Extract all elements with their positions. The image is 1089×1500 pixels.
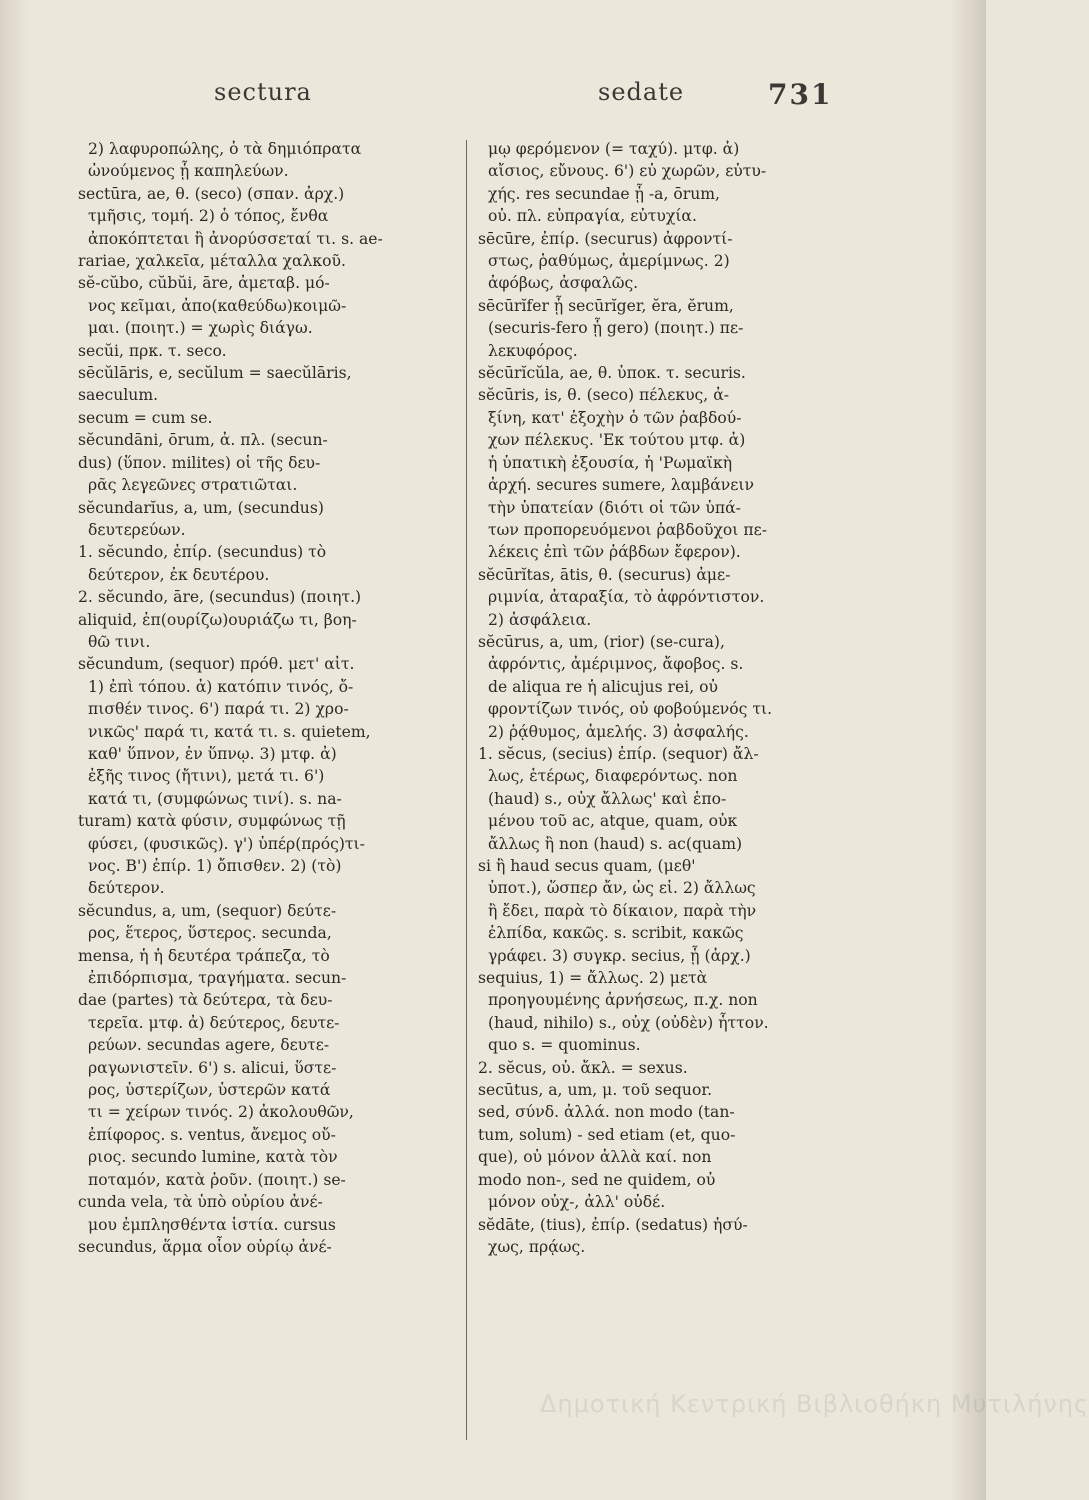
text-line: 2. sĕcundo, āre, (secundus) (ποιητ.) (78, 588, 362, 607)
text-line: cunda vela, τὰ ὑπὸ οὐρίου ἀνέ- (78, 1193, 323, 1212)
text-line: ρος, ἕτερος, ὕστερος. secunda, (88, 924, 332, 943)
text-line: sĕcundus, a, um, (sequor) δεύτε- (78, 901, 337, 920)
text-line: ὠνούμενος ᾗ καπηλεύων. (88, 162, 289, 181)
text-line: sĕcūrus, a, um, (rior) (se-cura), (478, 632, 725, 651)
text-line: τι = χείρων τινός. 2) ἀκολουθῶν, (88, 1103, 354, 1122)
text-line: sed, σύνδ. ἀλλά. non modo (tan- (478, 1103, 735, 1122)
text-line: ἀρχή. secures sumere, λαμβάνειν (488, 476, 754, 495)
text-line: sĕcundarĭus, a, um, (secundus) (78, 498, 324, 517)
text-line: μόνον οὐχ-, ἀλλ' οὐδέ. (488, 1193, 666, 1212)
text-line: ρεύων. secundas agere, δευτε- (88, 1036, 330, 1055)
page-number: 731 (768, 78, 833, 111)
text-line: (haud, nihilo) s., οὐχ (οὐδὲν) ἧττον. (488, 1013, 769, 1032)
text-line: rariae, χαλκεῖα, μέταλλα χαλκοῦ. (78, 252, 346, 271)
text-line: sectūra, ae, θ. (seco) (σπαν. ἀρχ.) (78, 184, 345, 203)
text-line: μου ἐμπλησθέντα ἱστία. cursus (88, 1215, 336, 1234)
text-line: 1. sĕcundo, ἐπίρ. (secundus) τὸ (78, 543, 327, 562)
text-line: ρᾶς λεγεῶνες στρατιῶται. (88, 476, 298, 495)
text-line: χως, πρᾴως. (488, 1237, 586, 1256)
library-watermark: Δημοτική Κεντρική Βιβλιοθήκη Μυτιλήνης (540, 1390, 1089, 1418)
text-line: modo non-, sed ne quidem, οὐ (478, 1170, 716, 1189)
text-line: 2) ῥᾴθυμος, ἀμελής. 3) ἀσφαλής. (488, 722, 749, 741)
page-header (0, 78, 986, 118)
left-column (78, 138, 456, 1258)
text-line: ἐλπίδα, κακῶς. s. scribit, κακῶς (488, 924, 744, 943)
text-line: tum, solum) - sed etiam (et, quo- (478, 1125, 736, 1144)
text-line: turam) κατὰ φύσιν, συμφώνως τῇ (78, 812, 346, 831)
text-line: ἀφόβως, ἀσφαλῶς. (488, 274, 639, 293)
text-line: sēcūrĭfer ᾗ secūrĭger, ĕra, ĕrum, (478, 296, 734, 315)
text-line: λέκεις ἐπὶ τῶν ῥάβδων ἔφερον). (488, 543, 741, 562)
text-line: 1) ἐπὶ τόπου. ἀ) κατόπιν τινός, ὄ- (88, 677, 354, 696)
text-line: 2) λαφυροπώλης, ὁ τὰ δημιόπρατα (88, 140, 362, 158)
text-line: aliquid, ἐπ(ουρίζω)ουριάζω τι, βοη- (78, 610, 357, 629)
text-line: ἐπιδόρπισμα, τραγήματα. secun- (88, 969, 347, 988)
text-line: ἀφρόντις, ἀμέριμνος, ἄφοβος. s. (488, 655, 744, 674)
text-line: ἡ ὑπατικὴ ἐξουσία, ἡ 'Ρωμαϊκὴ (488, 453, 733, 472)
text-line: γράφει. 3) συγκρ. secius, ᾗ (ἀρχ.) (488, 946, 751, 965)
text-line: que), οὐ μόνον ἀλλὰ καί. non (478, 1148, 712, 1167)
text-line: ραγωνιστεῖν. 6') s. alicui, ὕστε- (88, 1058, 337, 1077)
text-line: δεύτερον, ἐκ δευτέρου. (88, 565, 270, 584)
text-line: ριμνία, ἀταραξία, τὸ ἀφρόντιστον. (488, 588, 765, 607)
text-line: ὑποτ.), ὥσπερ ἄν, ὡς εἰ. 2) ἄλλως (488, 879, 756, 898)
text-line: ἢ ἔδει, παρὰ τὸ δίκαιον, παρὰ τὴν (488, 901, 757, 920)
text-line: στως, ῥαθύμως, ἀμερίμνως. 2) (488, 252, 730, 271)
text-line: si ἢ haud secus quam, (μεθ' (478, 857, 696, 875)
text-line: mensa, ἡ ἡ δευτέρα τράπεζα, τὸ (78, 946, 330, 965)
text-line: οὐ. πλ. εὐπραγία, εὐτυχία. (488, 207, 697, 226)
text-line: χής. res secundae ᾗ -a, ōrum, (488, 184, 721, 203)
text-line: τερεῖα. μτφ. ἀ) δεύτερος, δευτε- (88, 1013, 340, 1032)
text-line: ποταμόν, κατὰ ῥοῦν. (ποιητ.) se- (88, 1170, 346, 1189)
text-line: προηγουμένης ἀρνήσεως, π.χ. non (488, 991, 758, 1010)
text-line: καθ' ὕπνον, ἐν ὕπνῳ. 3) μτφ. ἀ) (88, 744, 337, 763)
text-line: ἀποκόπτεται ἢ ἀνορύσσεταί τι. s. ae- (88, 229, 383, 248)
text-line: λεκυφόρος. (488, 341, 578, 360)
text-line: ξίνη, κατ' ἐξοχὴν ὁ τῶν ῥαβδού- (488, 408, 742, 427)
text-line: μαι. (ποιητ.) = χωρὶς διάγω. (88, 319, 313, 338)
text-line: φροντίζων τινός, οὐ φοβούμενός τι. (488, 700, 773, 719)
text-line: (securis-fero ᾗ gero) (ποιητ.) πε- (488, 319, 744, 338)
text-line: των προπορευόμενοι ῥαβδοῦχοι πε- (488, 520, 767, 539)
text-line: saeculum. (78, 386, 159, 405)
text-line: secum = cum se. (78, 408, 213, 427)
text-line: sĕcundum, (sequor) πρόθ. μετ' αἰτ. (78, 655, 355, 674)
text-line: de aliqua re ἡ alicujus rei, οὐ (488, 677, 718, 696)
text-line: χων πέλεκυς. 'Εκ τούτου μτφ. ἀ) (488, 431, 746, 450)
text-line: sēcūre, ἐπίρ. (securus) ἀφροντί- (478, 229, 733, 248)
text-line: δεύτερον. (88, 879, 165, 898)
text-line: sequius, 1) = ἄλλως. 2) μετὰ (478, 969, 708, 988)
text-line: τὴν ὑπατείαν (διότι οἱ τῶν ὑπά- (488, 498, 741, 517)
text-line: sĕ-cŭbo, cŭbŭi, āre, ἀμεταβ. μό- (78, 274, 330, 293)
text-line: sĕcundāni, ōrum, ἀ. πλ. (secun- (78, 431, 328, 450)
text-line: νος. Β') ἐπίρ. 1) ὄπισθεν. 2) (τὸ) (88, 857, 342, 875)
text-line: φύσει, (φυσικῶς). γ') ὑπέρ(πρός)τι- (88, 834, 365, 853)
text-line: κατά τι, (συμφώνως τινί). s. na- (88, 789, 342, 808)
text-line: ριος. secundo lumine, κατὰ τὸν (88, 1148, 338, 1167)
text-line: sĕcūrĭtas, ātis, θ. (securus) ἀμε- (478, 565, 731, 584)
text-line: μῳ φερόμενον (= ταχύ). μτφ. ἀ) (488, 140, 740, 158)
text-line: νος κεῖμαι, ἀπο(καθεύδω)κοιμῶ- (88, 296, 347, 315)
text-line: ἐπίφορος. s. ventus, ἄνεμος οὔ- (88, 1125, 336, 1144)
guide-word-right: sedate (598, 78, 685, 106)
text-line: 1. sĕcus, (secius) ἐπίρ. (sequor) ἄλ- (478, 744, 759, 763)
column-divider (466, 140, 467, 1440)
text-line: αἴσιος, εὔνους. 6') εὐ χωρῶν, εὐτυ- (488, 162, 767, 181)
right-column (478, 138, 856, 1258)
text-line: λως, ἑτέρως, διαφερόντως. non (488, 767, 738, 786)
guide-word-left: sectura (214, 78, 312, 106)
text-line: 2. sĕcus, οὐ. ἄκλ. = sexus. (478, 1058, 688, 1077)
text-line: μένου τοῦ ac, atque, quam, οὐκ (488, 812, 738, 831)
text-line: 2) ἀσφάλεια. (488, 610, 592, 629)
text-line: secūtus, a, um, μ. τοῦ sequor. (478, 1081, 713, 1100)
text-line: ἐξῆς τινος (ἤτινι), μετά τι. 6') (88, 767, 325, 786)
text-line: νικῶς' παρά τι, κατά τι. s. quietem, (88, 722, 371, 741)
text-line: τμῆσις, τομή. 2) ὁ τόπος, ἔνθα (88, 207, 329, 226)
text-line: sēcŭlāris, e, secŭlum = saecŭlāris, (78, 364, 352, 383)
text-line: (haud) s., οὐχ ἄλλως' καὶ ἑπο- (488, 789, 727, 808)
text-line: ρος, ὑστερίζων, ὑστερῶν κατά (88, 1081, 331, 1100)
text-line: secundus, ἅρμα οἷον οὐρίῳ ἀνέ- (78, 1237, 332, 1256)
text-line: θῶ τινι. (88, 632, 151, 651)
text-line: sĕdāte, (tius), ἐπίρ. (sedatus) ἡσύ- (478, 1215, 748, 1234)
text-line: dae (partes) τὰ δεύτερα, τὰ δευ- (78, 991, 333, 1010)
text-line: sĕcūris, is, θ. (seco) πέλεκυς, ἀ- (478, 386, 730, 405)
text-line: quo s. = quominus. (488, 1036, 641, 1055)
text-line: ἄλλως ἢ non (haud) s. ac(quam) (488, 834, 743, 853)
text-line: secŭi, πρκ. τ. seco. (78, 341, 227, 360)
text-line: dus) (ὕπον. milites) οἱ τῆς δευ- (78, 453, 321, 472)
text-line: πισθέν τινος. 6') παρά τι. 2) χρο- (88, 700, 349, 719)
text-line: sĕcūrĭcŭla, ae, θ. ὑποκ. τ. securis. (478, 364, 746, 383)
text-line: δευτερεύων. (88, 520, 186, 539)
